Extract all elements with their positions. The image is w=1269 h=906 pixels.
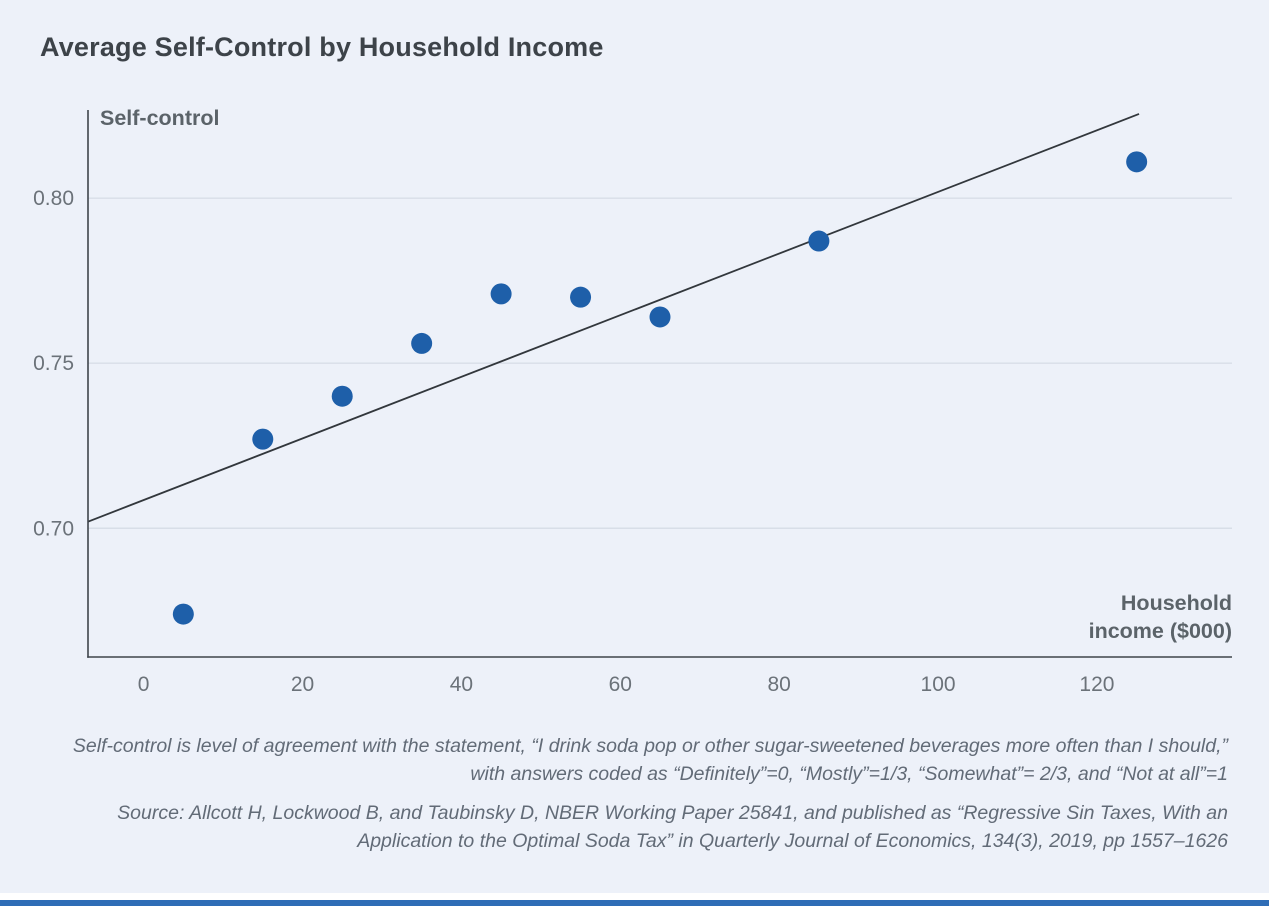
data-point [491, 283, 512, 304]
x-axis-title: Household income ($000) [1088, 591, 1232, 643]
x-tick-label: 60 [608, 673, 632, 696]
y-tick-label: 0.75 [33, 352, 74, 376]
x-tick-label: 100 [920, 673, 956, 696]
trend-line [88, 114, 1139, 522]
y-tick-label: 0.80 [33, 187, 74, 211]
data-point [252, 429, 273, 450]
x-tick-label: 20 [290, 673, 315, 696]
x-tick-label: 120 [1079, 673, 1115, 696]
footnote-source: Source: Allcott H, Lockwood B, and Taubinsky D, NBER Working Paper 25841, and published as “Regressive Sin Taxes, With an Application to the Optimal Soda Tax” in Quarterly Journal of Economics, 134(3), 2019, pp 1557–1626 [117, 802, 1228, 852]
data-point [332, 386, 353, 407]
y-tick-label: 0.70 [33, 517, 74, 541]
footnote-definition: Self-control is level of agreement with the statement, “I drink soda pop or other sugar-sweetened beverages more often than I should,” with answers coded as “Definitely”=0, “Mostly”=1/3, “Somewhat”= 2/3, and “Not at all”=1 [72, 735, 1228, 785]
x-tick-label: 40 [449, 673, 474, 696]
data-point [650, 306, 671, 327]
footnotes [40, 732, 1228, 866]
x-tick-label: 80 [767, 673, 791, 696]
x-tick-label: 0 [137, 673, 150, 696]
data-point [173, 604, 194, 625]
bottom-accent-bar [0, 900, 1269, 906]
chart-title: Average Self-Control by Household Income [40, 32, 604, 62]
y-axis-title: Self-control [100, 106, 220, 130]
data-point [411, 333, 432, 354]
data-point [1126, 151, 1147, 172]
data-point [808, 231, 829, 252]
data-point [570, 287, 591, 308]
